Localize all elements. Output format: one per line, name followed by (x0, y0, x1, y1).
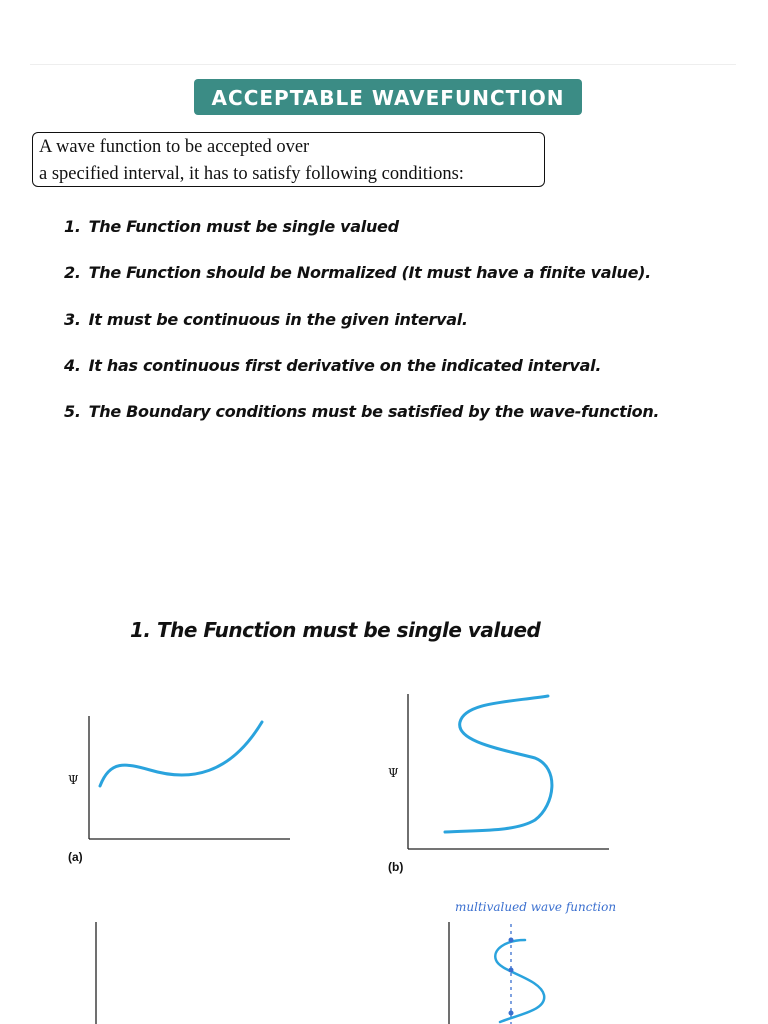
condition-text: The Function must be single valued (88, 217, 399, 236)
condition-number: 4. (64, 356, 81, 375)
intro-line-2: a specified interval, it has to satisfy following conditions: (39, 164, 464, 184)
condition-text: The Boundary conditions must be satisfied by the wave-function. (88, 402, 660, 421)
condition-text: The Function should be Normalized (It must have a finite value). (88, 263, 651, 282)
figure-b-axis-label: Ψ (388, 766, 399, 780)
page-title-banner: ACCEPTABLE WAVEFUNCTION (194, 79, 582, 115)
intersection-point (509, 938, 514, 943)
section-title: 1. The Function must be single valued (130, 618, 541, 642)
condition-number: 3. (64, 310, 81, 329)
condition-number: 1. (64, 217, 81, 236)
figure-b-axes (408, 694, 609, 849)
intersection-point (509, 968, 514, 973)
figure-b-caption: (b) (388, 860, 404, 874)
figure-a-caption: (a) (68, 850, 83, 864)
figure-a-curve (100, 722, 262, 786)
condition-text: It must be continuous in the given interval. (88, 310, 468, 329)
figure-b-curve (445, 696, 552, 832)
figure-d-curve (495, 940, 544, 1022)
condition-text: It has continuous first derivative on the indicated interval. (88, 356, 602, 375)
figure-a-axis-label: Ψ (68, 773, 79, 787)
intersection-point (509, 1011, 514, 1016)
figure-a-axes (89, 716, 290, 839)
intro-line-1: A wave function to be accepted over (39, 137, 310, 157)
handwritten-note: multivalued wave function (455, 900, 617, 914)
condition-number: 5. (64, 402, 81, 421)
condition-number: 2. (64, 263, 81, 282)
